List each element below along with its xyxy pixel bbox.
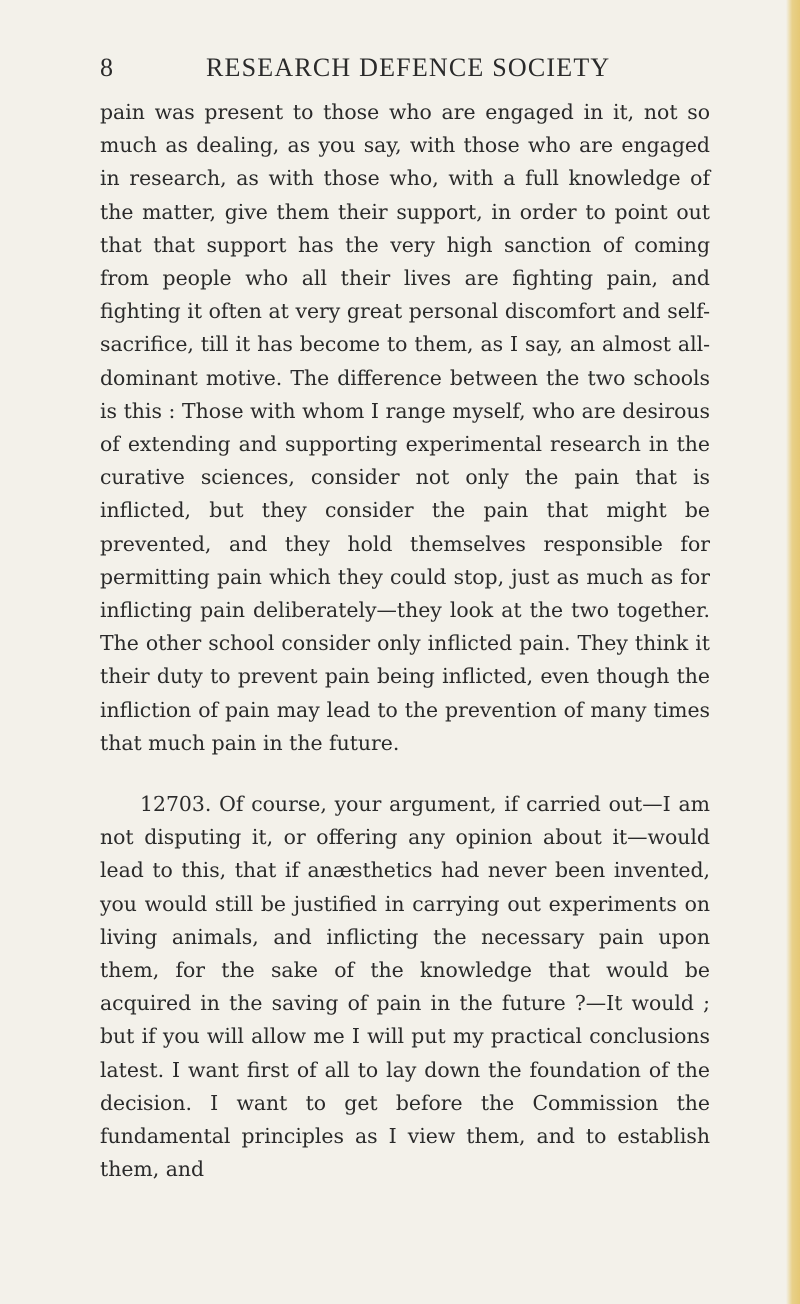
page-edge-strip [786,0,800,1304]
page-header [100,48,710,88]
running-head: RESEARCH DEFENCE SOCIETY [206,53,611,82]
paragraph-question-12703: 12703. Of course, your argument, if carried out—I am not disputing it, or offering any opinion about it—would lead to this, that if anæsthetics had never been invented, you would still be justified in carrying out experiments on living animals, and inflicting the necessary pain upon them, for the sake of the knowledge that would be acquired in the saving of pain in the future ?—It would ; but if you will allow me I will put my practical conclusions latest. I want first of all to lay down the foundation of the decision. I want to get before the Commission the fundamental principles as I view them, and to establish them, and [100,792,710,1182]
page-number: 8 [100,53,113,82]
body-text [100,96,710,1187]
paragraph-continuation: pain was present to those who are engaged in it, not so much as dealing, as you say, with those who are engaged in research, as with those who, with a full knowledge of the matter, give them their support, in order to point out that that support has the very high sanction of coming from people who all their lives are fighting pain, and fighting it often at very great personal discomfort and self-sacrifice, till it has become to them, as I say, an almost all-dominant motive. The difference between the two schools is this : Those with whom I range myself, who are desirous of extending and supporting experimental research in the curative sciences, consider not only the pain that is inflicted, but they consider the pain that might be prevented, and they hold themselves responsible for permitting pain which they could stop, just as much as for inflicting pain deliberately—they look at the two together. The other school consider only inflicted pain. They think it their duty to prevent pain being inflicted, even though the infliction of pain may lead to the prevention of many times that much pain in the future. [100,100,710,755]
